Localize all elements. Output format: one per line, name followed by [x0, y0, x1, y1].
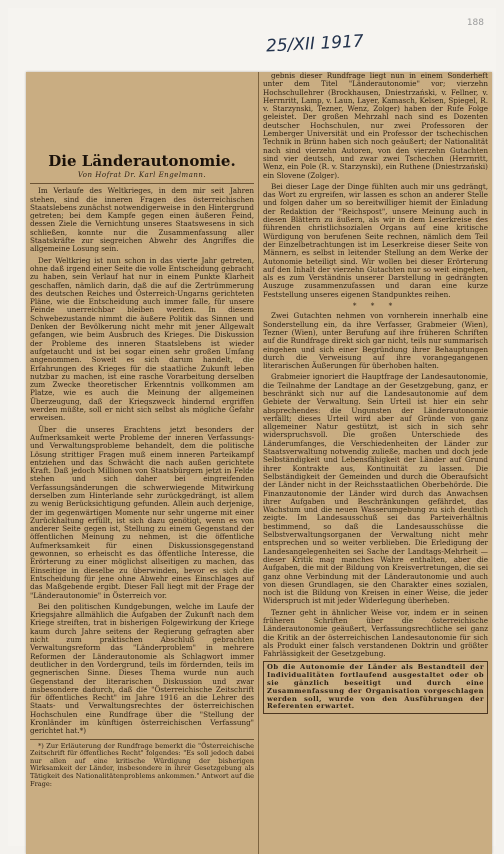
paragraph: Über die unseres Erachtens jetzt besonders der Aufmerksamkeit werte Probleme der inneren Verfassungs- und Verwaltungsprobleme behandelt, dem die politische Lösung strittiger Fragen muß einem inneren Parteikampf entziehen und das Schwächt die nach außen gerichtete Kraft. Daß jedoch Millionen von Staatsbürgern jetzt in Felde stehen und sich daher bei eingreifenden Verfassungsänderungen die schwerwiegende Mitwirkung derselben zum Hinterlande sehr zurückgedrängt, ist allem zu wenig Berücksichtigung gefunden. Allein auch derjenige, der im gegenwärtigen Momente nur sehr ungerne mit einer Zurückhaltung erfüllt, ist sich dazu genötigt, wenn es von anderer Seite gegen ist, Stellung zu einem Gegenstand der öffentlichen Meinung zu nehmen, ist die öffentliche Aufmerksamkeit für einen Diskussionsgegenstand gewonnen, so erheischt es das öffentliche Interesse, die Erörterung zu einer möglichst allseitigen zu machen, das Einseitige in dieselbe zu überwinden, bevor es sich die Entscheidung für jene ohne Abwehr eines Einschlages auf das Maßgebende ergibt. Dieser Fall liegt mit der Frage der "Länderautonomie" in Österreich vor.: [30, 424, 254, 600]
handwritten-date: 25/XII 1917: [265, 31, 365, 57]
paragraph: Im Verlaufe des Weltkrieges, in dem mir seit Jahren stehen, sind die inneren Fragen des österreichischen Staatslebens zunächst notwendigerweise in den Hintergrund getreten; bei dem Kampfe gegen einen äußeren Feind, dessen Ziele die Vernichtung unseres Staatswesens in sich schließen, konnte nur die Zusammenfassung aller Staatskräfte zur siegreichen Abwehr des Angriffes die allgemeine Losung sein.: [30, 186, 254, 254]
paragraph: Der Weltkrieg ist nun schon in das vierte Jahr getreten, ohne daß irgend einer Seite die volle Entscheidung gebracht zu haben, sein Verlauf hat nur in einem Punkte Klarheit geschaffen, nämlich darin, daß die auf die Zertrümmerung des deutschen Reiches und Österreich-Ungarns gerichteten Pläne, wie die Entscheidung auch immer falle, für unsere Feinde unerreichbar bleiben werden. In diesem Schwebezustande nimmt die äußere Politik das Sinnen und Denken der Bevölkerung nicht mehr mit jener Allgewalt gefangen, wie beim Ausbruch des Krieges. Die Diskussion der Probleme des inneren Staatslebens ist wieder aufgetaucht und ist bei sogar einen sehr großen Umfang angenommen. Soweit es sich darum handelt, die Erfahrungen des Krieges für die staatliche Zukunft leben nutzbar zu machen, ist eine rasche Vorarbeitung derselben zum Zwecke theoretischer Erkenntnis vollkommen am Platze, wie es auch die Meinung der allgemeinen Überzeugung, daß der Kriegszweck hindernd ergriffen werden müßte, soll er nicht sich selbst als mögliche Gefahr erweisen.: [30, 255, 254, 423]
column-left: [26, 72, 259, 854]
paragraph: Tezner geht in ähnlicher Weise vor, indem er in seinen früheren Schriften über die österreichische Länderautonomie geäußert, Verfassungsrechtliche sei ganz die Kritik an der österreichischen Landesautonomie für sich als Produkt einer falsch verstandenen Doktrin und größter Fahrlässigkeit der Gesetzgebung.: [263, 607, 488, 659]
page-number: 188: [466, 18, 484, 28]
paragraph: Bei den politischen Kundgebungen, welche im Laufe der Kriegsjahre allmählich die Aufgaben der Zukunft nach dem Kriege streiften, trat in bisherigen Folgewirkung der Kriege kaum durch Jahre seitens der Regierung gefragten aber nicht zum praktischen Abschluß gebrachten Verwaltungsreform das "Länderproblem" in mehrere Reformen der Länderautonomie als Schlagwort immer deutlicher in den Vordergrund, teils im fördernden, teils im gegnerischen Sinne. Dieses Thema wurde nun auch Gegenstand der literarischen Diskussion und zwar insbesondere dadurch, daß die "Österreichische Zeitschrift für öffentliches Recht" im Jahre 1916 an die Lehrer des Staats- und Verwaltungsrechtes der österreichischen Hochschulen eine Rundfrage über die "Stellung der Kronländer im künftigen österreichischen Verfassung" gerichtet hat.*): [30, 601, 254, 736]
footnote: *) Zur Erläuterung der Rundfrage bemerkt die "Österreichische Zeitschrift für öffentliches Recht" folgendes: "Es soll jedoch dabei nur allen auf eine kritische Würdigung der bisherigen Wirksamkeit der Länder, insbesondere in ihrer Gesetzgebung als Tätigkeit des Nationalitätenproblems ankommen." Antwort auf die Frage:: [30, 741, 254, 788]
paragraph: gebnis dieser Rundfrage liegt nun in einem Sonderheft unter dem Titel "Länderautonomie" vor; vierzehn Hochschullehrer (Brockhausen, Dniestrzański, v. Fellner, v. Herrnritt, Lamp, v. Laun, Layer, Kamasch, Kelsen, Spiegel, R. v. Starzynski, Tezner, Wenz, Zolger) haben der Rufe Folge geleistet. Der großen Mehrzahl nach sind es Dozenten deutscher Hochschulen, nur zwei Professoren der Lemberger Universität und ein Professor der tschechischen Technik in Brünn haben sich noch geäußert; der Nationalität nach sind vierzehn Autoren, von den vierzehn Gutachten sind vier deutsch, und zwar zwei Tschechen (Herrnritt, Wenz, ein Pole (R. v. Starzynski), ein Ruthene (Dniestrzański) ein Slovene (Zolger).: [263, 72, 488, 180]
paragraph: Zwei Gutachten nehmen von vornherein innerhalb eine Sonderstellung ein, da ihre Verfasser, Grabmeier (Wien), Tezner (Wien), unter Berufung auf ihre früheren Schriften auf die Rundfrage direkt sich gar nicht, teils nur summarisch eingehen und sich einer Begründung ihrer Behauptungen durch die Verweisung auf ihre vorangegangenen literarischen Äußerungen für überhoben halten.: [263, 311, 488, 371]
boxed-note: Ob die Autonomie der Länder als Bestandteil der Individualitäten fortlaufend ausgestaltet oder ob sie gänzlich beseitigt und durch eine Zusammenfassung der Organisation vorgeschlagen werden soll, wurde von den Ausführungen der Referenten erwartet.: [263, 661, 488, 714]
archive-sheet: [8, 8, 496, 846]
article-title: Die Länderautonomie.: [48, 152, 236, 170]
divider: [30, 183, 254, 184]
paragraph: Grabmeier ignoriert die Hauptfrage der Landesautonomie, die Teilnahme der Landtage an der Gesetzgebung, ganz, er beschränkt sich nur auf die Landesautonomie auf dem Gebiete der Verwaltung. Sein Urteil ist hier ein sehr absprechendes: die Ungunsten der Länderautonomie verfällt; dieses Urteil wird aber auf Gründe von ganz allgemeiner Natur gestützt, ist sich in sich sehr widerspruchsvoll. Die großen Unterschiede des Länderumfanges, die Verschiedenheiten der Länder zur Staatsverwaltung notwendig zuließe, machen und doch jede Selbständigkeit und Lebensfähigkeit der Länder auf Grund ihrer Kontrakte aus, Kontinuität zu lassen. Die Selbständigkeit der Gemeinden und durch die Oberaufsicht der Länder nicht in der Reichsstaatlichen Oberbehörde. Die Finanzautonomie der Länder wird durch das Anwachsen ihrer Aufgaben und Beschränkungen gefährdet, das Wachstum und die neuen Wasserumgebung zu sich deutlich zeigte. Im Landesausschuß sei das Parteiverhältnis bestimmend, so daß die Landesausschüsse die Selbstverwaltungsorganen der Verwaltung nicht mehr entsprechen und so weiter verblieben. Die Erledigung der Landesangelegenheiten sei Sache der Landtags-Mehrheit — dieser Kritik mag manches Wahre enthalten, aber die Aufgaben, die mit der Bildung von Kreisvertretungen, die sei ganz ohne Verbindung mit der Länderautonomie und auch von diesen Grundlagen, sie den Charakter eines sozialen, noch ist die Bildung von Kreisen in einer Weise, die jeder Widerspruch ist mit jeder Widerlegung überheben.: [263, 372, 488, 606]
column-right: [259, 72, 492, 854]
divider: [30, 739, 254, 740]
paragraph: Bei dieser Lage der Dinge fühlten auch mir uns gedrängt, das Wort zu ergreifen, wir lassen es schon an anderer Stelle und folgen daher um so bereitwilliger hiemit der Einladung der Redaktion der "Reichspost", unsere Meinung auch in diesen Blättern zu äußern, als wir in dem Leserkreise des führenden christlichsozialen Organs auf eine kritische Würdigung von berufenen Seite rechnen, nämlich dem Teil der Einzelbetrachtungen ist im Leserkreise dieser Seite von Männern, es selbst in leitender Stellung an dem Werke der Autonomie beteiligt sind. Wir wollen bei dieser Erörterung auf den Inhalt der vierzehn Gutachten nur so weit eingehen, als es zum Verständnis unserer Darstellung in gedrängten Auszuge zusammenzufassen und daran eine kurze Feststellung unseres eigenen Standpunktes reihen.: [263, 181, 488, 299]
section-separator: * * *: [352, 301, 399, 311]
newspaper-clipping: [26, 72, 492, 854]
article-author: Von Hofrat Dr. Karl Engelmann.: [77, 171, 207, 179]
